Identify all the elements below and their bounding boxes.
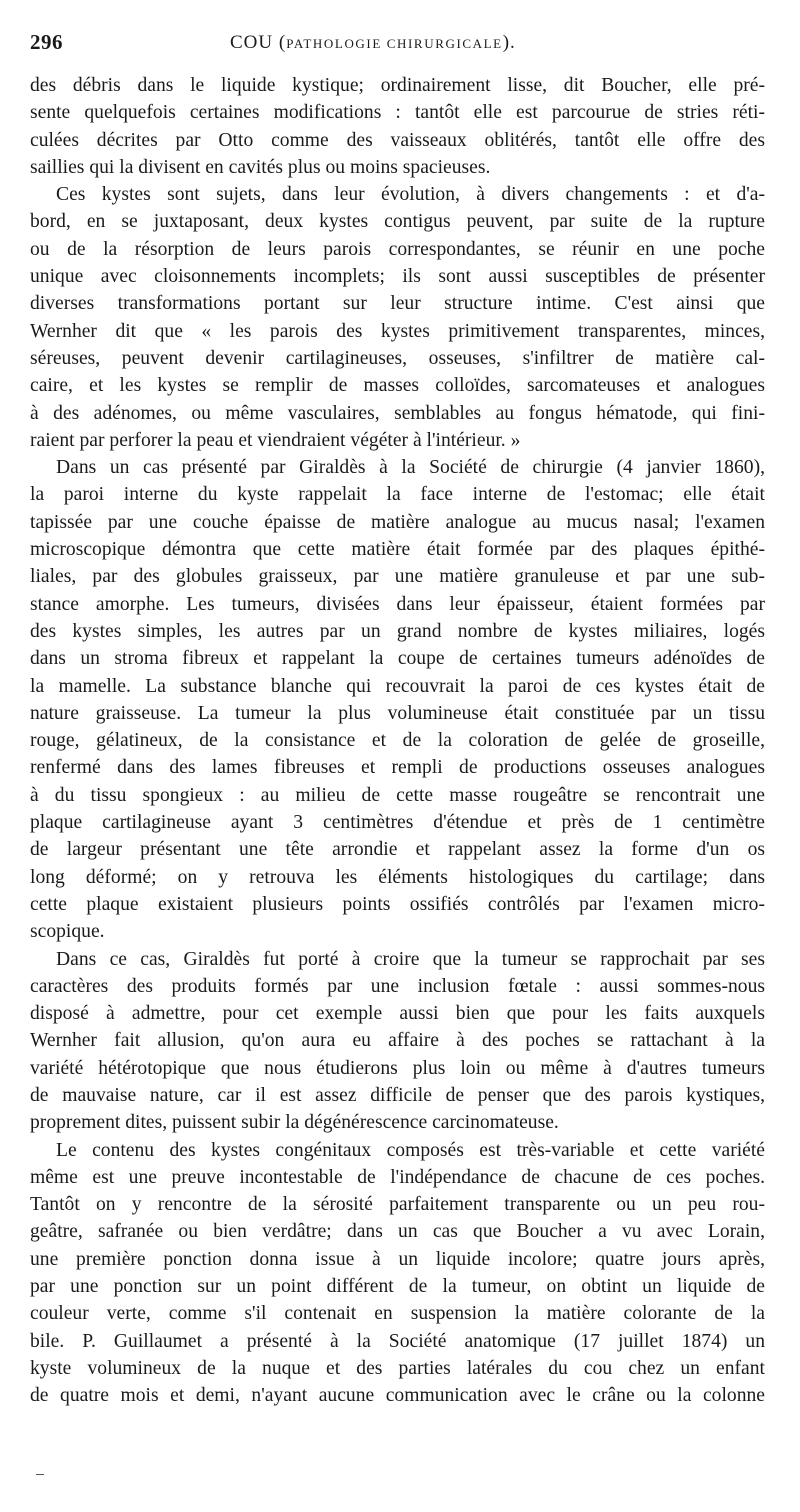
- text-line: microscopique démontra que cette matière était formée par des plaques épithé-: [30, 539, 765, 561]
- text-line: Wernher fait allusion, qu'on aura eu affaire à des poches se rattachant à la: [30, 1030, 765, 1052]
- text-line: Dans ce cas, Giraldès fut porté à croire que la tumeur se rapprochait par ses: [56, 948, 765, 970]
- text-line: bile. P. Guillaumet a présenté à la Société anatomique (17 juillet 1874) un: [30, 1330, 765, 1352]
- text-line: diverses transformations portant sur leur structure intime. C'est ainsi que: [30, 293, 765, 315]
- text-line: long déformé; on y retrouva les éléments histologiques du cartilage; dans: [30, 866, 765, 888]
- text-line: bord, en se juxtaposant, deux kystes contigus peuvent, par suite de la rupture: [30, 211, 765, 233]
- text-line: la mamelle. La substance blanche qui recouvrait la paroi de ces kystes était de: [30, 675, 765, 697]
- text-line: Tantôt on y rencontre de la sérosité parfaitement transparente ou un peu rou-: [30, 1194, 765, 1216]
- text-line: Le contenu des kystes congénitaux composés est très-variable et cette variété: [56, 1139, 765, 1161]
- text-line: de quatre mois et demi, n'ayant aucune communication avec le crâne ou la colonne: [30, 1385, 765, 1407]
- text-line: caractères des produits formés par une inclusion fœtale : aussi sommes-nous: [30, 975, 765, 997]
- text-line: couleur verte, comme s'il contenait en suspension la matière colorante de la: [30, 1303, 765, 1325]
- page-number: 296: [30, 30, 63, 54]
- text-line: liales, par des globules graisseux, par une matière granuleuse et par une sub-: [30, 566, 765, 588]
- text-line: des kystes simples, les autres par un grand nombre de kystes miliaires, logés: [30, 620, 765, 642]
- running-head-end: ).: [502, 32, 516, 53]
- text-line: Ces kystes sont sujets, dans leur évolution, à divers changements : et d'a-: [56, 184, 765, 206]
- text-line: même est une preuve incontestable de l'indépendance de chacune de ces poches.: [30, 1166, 765, 1188]
- text-line: caire, et les kystes se remplir de masses colloïdes, sarcomateuses et analogues: [30, 375, 765, 397]
- text-line: proprement dites, puissent subir la dégénérescence carcinomateuse.: [30, 1112, 559, 1134]
- text-line: Dans un cas présenté par Giraldès à la Société de chirurgie (4 janvier 1860),: [56, 457, 765, 479]
- page-mark: [36, 1474, 44, 1475]
- text-line: rouge, gélatineux, de la consistance et de la coloration de gelée de groseille,: [30, 730, 765, 752]
- text-line: de mauvaise nature, car il est assez difficile de penser que des parois kystiques,: [30, 1084, 765, 1106]
- text-line: à du tissu spongieux : au milieu de cette masse rougeâtre se rencontrait une: [30, 784, 765, 806]
- text-line: geâtre, safranée ou bien verdâtre; dans un cas que Boucher a vu avec Lorain,: [30, 1221, 765, 1243]
- text-line: nature graisseuse. La tumeur la plus volumineuse était constituée par un tissu: [30, 702, 765, 724]
- text-line: stance amorphe. Les tumeurs, divisées dans leur épaisseur, étaient formées par: [30, 593, 765, 615]
- text-line: cette plaque existaient plusieurs points ossifiés contrôlés par l'examen micro-: [30, 893, 765, 915]
- text-line: Wernher dit que « les parois des kystes primitivement transparentes, minces,: [30, 320, 765, 342]
- text-line: kyste volumineux de la nuque et des parties latérales du cou chez un enfant: [30, 1357, 765, 1379]
- text-line: saillies qui la divisent en cavités plus ou moins spacieuses.: [30, 156, 491, 178]
- text-line: la paroi interne du kyste rappelait la face interne de l'estomac; elle était: [30, 484, 765, 506]
- text-line: à des adénomes, ou même vasculaires, semblables au fongus hématode, qui fini-: [30, 402, 765, 424]
- text-line: séreuses, peuvent devenir cartilagineuses, osseuses, s'infiltrer de matière cal-: [30, 347, 765, 369]
- running-head-subtitle: PATHOLOGIE CHIRURGICALE: [286, 36, 503, 51]
- text-line: plaque cartilagineuse ayant 3 centimètres d'étendue et près de 1 centimètre: [30, 812, 765, 834]
- text-line: des débris dans le liquide kystique; ordinairement lisse, dit Boucher, elle pré-: [30, 75, 765, 96]
- text-line: unique avec cloisonnements incomplets; ils sont aussi susceptibles de présenter: [30, 266, 765, 288]
- text-line: dans un stroma fibreux et rappelant la coupe de certaines tumeurs adénoïdes de: [30, 648, 765, 670]
- running-head-main: COU (: [230, 32, 287, 53]
- text-line: par une ponction sur un point différent de la tumeur, on obtint un liquide de: [30, 1276, 765, 1298]
- text-line: de largeur présentant une tête arrondie et rappelant assez la forme d'un os: [30, 839, 765, 861]
- text-line: disposé à admettre, pour cet exemple aussi bien que pour les faits auxquels: [30, 1003, 765, 1025]
- running-head: [230, 32, 516, 54]
- text-line: ou de la résorption de leurs parois correspondantes, se réunir en une poche: [30, 238, 765, 260]
- text-line: variété hétérotopique que nous étudierons plus loin ou même à d'autres tumeurs: [30, 1057, 765, 1079]
- page-header: [30, 30, 770, 60]
- text-line: renfermé dans des lames fibreuses et rempli de productions osseuses analogues: [30, 757, 765, 779]
- text-line: scopique.: [30, 921, 105, 943]
- text-line: une première ponction donna issue à un liquide incolore; quatre jours après,: [30, 1248, 765, 1270]
- body-text: [30, 72, 765, 1410]
- text-line: sente quelquefois certaines modifications : tantôt elle est parcourue de stries réti-: [30, 102, 765, 124]
- text-line: raient par perforer la peau et viendraient végéter à l'intérieur. »: [30, 429, 521, 451]
- text-line: culées décrites par Otto comme des vaisseaux oblitérés, tantôt elle offre des: [30, 129, 765, 151]
- text-line: tapissée par une couche épaisse de matière analogue au mucus nasal; l'examen: [30, 511, 765, 533]
